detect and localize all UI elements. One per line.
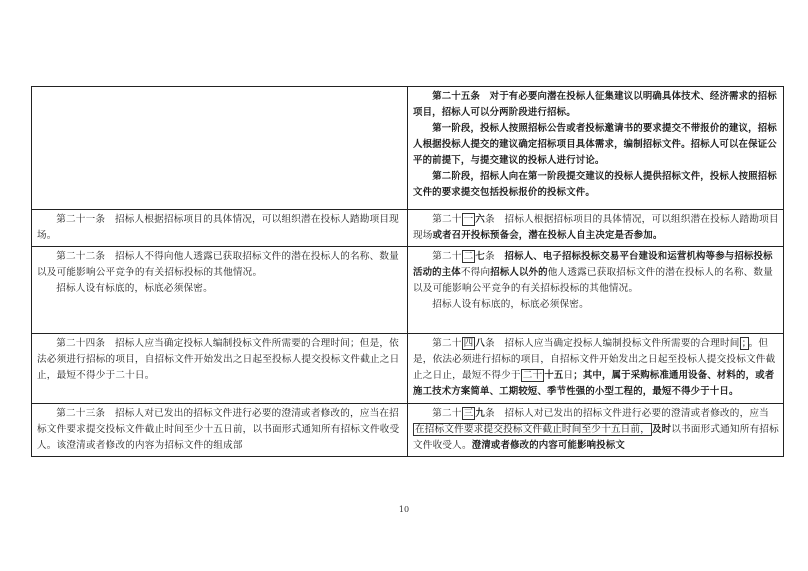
paragraph	[413, 212, 779, 244]
table-cell-original	[32, 87, 408, 210]
text-run: 条 招标人应当确定投标人编制投标文件所需要的合理时间	[484, 338, 740, 349]
table-cell-revised	[408, 334, 784, 404]
text-run: 条	[484, 251, 505, 262]
text-run: 条 招标人对已发出的招标文件进行必要的澄清或者修改的，应当	[484, 408, 769, 419]
table-cell-original	[32, 210, 408, 247]
paragraph	[413, 249, 779, 297]
table-row	[32, 404, 784, 457]
text-run: 招标人设有标底的，标底必须保密。	[56, 283, 213, 294]
table-cell-revised	[408, 210, 784, 247]
text-run: 。但是，依法必须进行招标的项目，自招标文件开始发出之日起至投标人提交投标文件截止之日止，最短不得少于	[413, 338, 776, 381]
comparison-table	[31, 86, 784, 457]
paragraph	[413, 121, 779, 169]
paragraph	[37, 406, 403, 454]
deleted-text: 二十	[522, 370, 543, 381]
deleted-text: 在招标文件要求提交投标文件截止时间至少十五日前，	[415, 424, 651, 435]
paragraph	[37, 281, 403, 297]
inserted-text: 八	[475, 338, 485, 349]
inserted-text: 十五	[544, 370, 564, 381]
table-cell-original	[32, 404, 408, 457]
table-cell-revised	[408, 404, 784, 457]
deleted-text: 一	[463, 214, 474, 225]
text-run: 第二十三条 招标人对已发出的招标文件进行必要的澄清或者修改的，应当在招标文件要求提交投标文件截止时间至少十五日前，以书面形式通知所有招标文件收受人。该澄清或者修改的内容为招标文件的组成部	[37, 408, 400, 451]
paragraph	[413, 406, 779, 454]
text-run: 条 招标人根据招标项目的具体情况，可以组织潜在投标人踏勘项目现场	[413, 214, 779, 241]
inserted-text: 招标人、电子招标投标交易平台建设和运营机构等参与招标投标活动的主体	[413, 251, 773, 278]
deleted-text: ；	[741, 338, 747, 349]
inserted-text: 或者召开投标预备会，潜在投标人自主决定是否参加。	[432, 230, 663, 241]
paragraph	[413, 297, 779, 313]
inserted-text: 及时	[652, 424, 672, 435]
text-run: 招标人设有标底的，标底必须保密。	[432, 299, 589, 310]
inserted-text: 六	[475, 214, 485, 225]
text-run: 日	[563, 370, 574, 381]
text-run: 第二十	[432, 408, 462, 419]
inserted-text: 澄清或者修改的内容可能影响投标文	[471, 440, 625, 451]
table-cell-revised	[408, 87, 784, 210]
inserted-text: 第二十五条 对于有必要向潜在投标人征集建议以明确具体技术、经济需求的招标项目，招标人可以分两阶段进行招标。	[413, 91, 777, 118]
text-run: 第二十四条 招标人应当确定投标人编制投标文件所需要的合理时间；但是，依法必须进行招标的项目，自招标文件开始发出之日起至投标人提交投标文件截止之日止，最短不得少于二十日。	[37, 338, 400, 381]
inserted-text: 七	[475, 251, 485, 262]
text-run: 他人透露已获取招标文件的潜在投标人的名称、数量以及可能影响公平竞争的有关招标投标的其他情况。	[413, 267, 773, 294]
inserted-text: 第二阶段，招标人向在第一阶段提交建议的投标人提供招标文件，投标人按照招标文件的要求提交包括投标报价的投标文件。	[413, 171, 777, 198]
paragraph	[37, 249, 403, 281]
table-row	[32, 87, 784, 210]
inserted-text: 第一阶段，投标人按照招标公告或者投标邀请书的要求提交不带报价的建议，招标人根据投标人提交的建议确定招标项目具体需求，编制招标文件。招标人可以在保证公平的前提下，与提交建议的投标人进行讨论。	[413, 123, 777, 166]
deleted-text: 三	[463, 408, 474, 419]
inserted-text: 九	[475, 408, 485, 419]
deleted-text: 二	[463, 251, 474, 262]
text-run: 第二十	[432, 338, 462, 349]
table-cell-original	[32, 334, 408, 404]
paragraph	[37, 212, 403, 244]
inserted-text: ；其中，属于采购标准通用设备、材料的，或者施工技术方案简单、工期较短、季节性强的小型工程的，最短不得少于十日。	[413, 370, 775, 397]
text-run: 第二十	[432, 251, 462, 262]
inserted-text: 招标人以外的	[490, 267, 548, 278]
table-row	[32, 210, 784, 247]
paragraph	[413, 169, 779, 201]
text-run: 第二十	[432, 214, 462, 225]
text-run: 第二十一条 招标人根据招标项目的具体情况，可以组织潜在投标人踏勘项目现场。	[37, 214, 399, 241]
paragraph	[413, 336, 779, 400]
text-run: 不得向	[460, 267, 491, 278]
table-cell-original	[32, 247, 408, 334]
text-run: 以书面形式通知所有招标文件收受人。	[413, 424, 779, 451]
text-run: 第二十二条 招标人不得向他人透露已获取招标文件的潜在投标人的名称、数量以及可能影响公平竞争的有关招标投标的其他情况。	[37, 251, 399, 278]
table-cell-revised	[408, 247, 784, 334]
page-number: 10	[398, 505, 410, 514]
table-row	[32, 247, 784, 334]
paragraph	[37, 336, 403, 384]
table-row	[32, 334, 784, 404]
paragraph	[413, 89, 779, 121]
deleted-text: 四	[463, 338, 474, 349]
